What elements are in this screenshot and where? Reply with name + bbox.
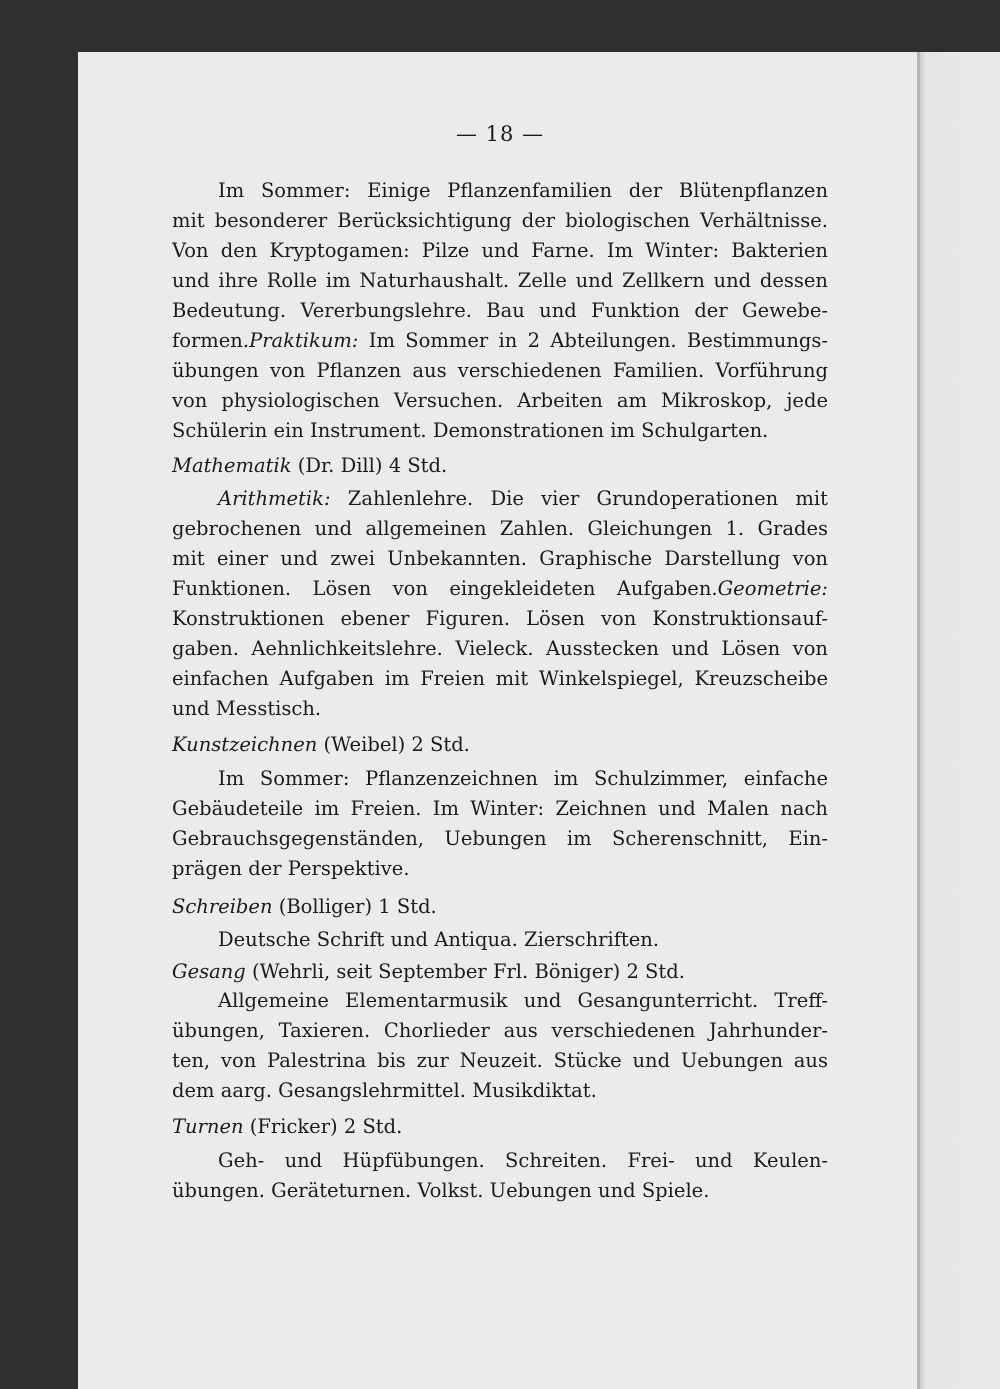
text-line: [172, 854, 828, 884]
text-run: Funktionen. Lösen von eingekleideten Aufgaben.: [172, 577, 718, 600]
text-run: Zahlenlehre. Die vier Grundoperationen mit: [347, 487, 828, 510]
text-run: Bedeutung. Vererbungslehre. Bau und Funktion der Gewebe-: [172, 299, 828, 322]
text-line: [172, 664, 828, 694]
text-run: von physiologischen Versuchen. Arbeiten am Mikroskop, jede: [172, 389, 828, 412]
text-line: [218, 764, 828, 794]
facing-page-edge: [920, 52, 1000, 1389]
text-line: [218, 986, 828, 1016]
text-run: prägen der Perspektive.: [172, 857, 410, 880]
subject-details: (Weibel) 2 Std.: [317, 733, 470, 756]
text-line: [172, 206, 828, 236]
text-line: [218, 484, 828, 514]
text-run: Geh- und Hüpfübungen. Schreiten. Frei- und Keulen-: [218, 1149, 828, 1172]
text-line: [172, 824, 828, 854]
text-line: [172, 574, 828, 604]
text-run: Konstruktionen ebener Figuren. Lösen von Konstruktionsauf-: [172, 607, 828, 630]
text-run: Deutsche Schrift und Antiqua. Zierschriften.: [218, 928, 660, 951]
subject-name: Gesang: [172, 960, 246, 983]
text-line: [218, 925, 828, 955]
text-run: Allgemeine Elementarmusik und Gesangunterricht. Treff-: [218, 989, 828, 1012]
subject-heading: [172, 730, 470, 760]
text-run: formen.: [172, 329, 250, 352]
subject-name: Mathematik: [172, 454, 292, 477]
text-run: gebrochenen und allgemeinen Zahlen. Gleichungen 1. Grades: [172, 517, 828, 540]
subject-name: Kunstzeichnen: [172, 733, 318, 756]
text-line: [172, 794, 828, 824]
text-run: mit einer und zwei Unbekannten. Graphische Darstellung von: [172, 547, 828, 570]
text-run: übungen von Pflanzen aus verschiedenen Familien. Vorführung: [172, 359, 828, 382]
text-run: Im Sommer in 2 Abteilungen. Bestimmungs-: [368, 329, 828, 352]
subject-name: Turnen: [172, 1115, 244, 1138]
text-run: Gebäudeteile im Freien. Im Winter: Zeichnen und Malen nach: [172, 797, 828, 820]
text-line: [172, 236, 828, 266]
text-line: [172, 604, 828, 634]
text-line: [172, 416, 828, 446]
text-line: [172, 296, 828, 326]
text-line: [172, 326, 828, 356]
text-run: dem aarg. Gesangslehrmittel. Musikdiktat.: [172, 1079, 597, 1102]
page-number: — 18 —: [455, 122, 545, 146]
text-line: [172, 514, 828, 544]
text-run: mit besonderer Berücksichtigung der biologischen Verhältnisse.: [172, 209, 828, 232]
subject-details: (Fricker) 2 Std.: [243, 1115, 403, 1138]
text-line: [172, 386, 828, 416]
subject-heading: [172, 1112, 402, 1142]
text-run: Im Sommer: Pflanzenzeichnen im Schulzimmer, einfache: [218, 767, 828, 790]
text-run: Gebrauchsgegenständen, Uebungen im Scherenschnitt, Ein-: [172, 827, 828, 850]
text-run: einfachen Aufgaben im Freien mit Winkelspiegel, Kreuzscheibe: [172, 667, 828, 690]
text-line: [172, 1076, 828, 1106]
text-run: gaben. Aehnlichkeitslehre. Vieleck. Ausstecken und Lösen von: [172, 637, 828, 660]
text-run: Im Sommer: Einige Pflanzenfamilien der Blütenpflanzen: [218, 179, 828, 202]
italic-term: Geometrie:: [717, 577, 828, 600]
text-run: übungen. Geräteturnen. Volkst. Uebungen und Spiele.: [172, 1179, 710, 1202]
subject-details: (Bolliger) 1 Std.: [272, 895, 437, 918]
text-line: [172, 356, 828, 386]
text-line: [218, 1146, 828, 1176]
text-line: [172, 1016, 828, 1046]
text-run: Von den Kryptogamen: Pilze und Farne. Im Winter: Bakterien: [172, 239, 828, 262]
subject-heading: [172, 957, 685, 987]
text-line: [172, 544, 828, 574]
text-line: [172, 1046, 828, 1076]
text-line: [172, 1176, 828, 1206]
subject-heading: [172, 892, 437, 922]
subject-details: (Wehrli, seit September Frl. Böniger) 2 Std.: [245, 960, 685, 983]
text-run: übungen, Taxieren. Chorlieder aus verschiedenen Jahrhunder-: [172, 1019, 828, 1042]
text-run: Schülerin ein Instrument. Demonstrationen im Schulgarten.: [172, 419, 769, 442]
text-run: und ihre Rolle im Naturhaushalt. Zelle und Zellkern und dessen: [172, 269, 828, 292]
text-line: [218, 176, 828, 206]
text-run: ten, von Palestrina bis zur Neuzeit. Stücke und Uebungen aus: [172, 1049, 828, 1072]
italic-term: Praktikum:: [249, 329, 369, 352]
text-line: [172, 634, 828, 664]
subject-heading: [172, 451, 447, 481]
text-line: [172, 694, 828, 724]
subject-details: (Dr. Dill) 4 Std.: [291, 454, 448, 477]
text-line: [172, 266, 828, 296]
subject-name: Schreiben: [172, 895, 273, 918]
italic-term: Arithmetik:: [218, 487, 348, 510]
text-run: und Messtisch.: [172, 697, 322, 720]
